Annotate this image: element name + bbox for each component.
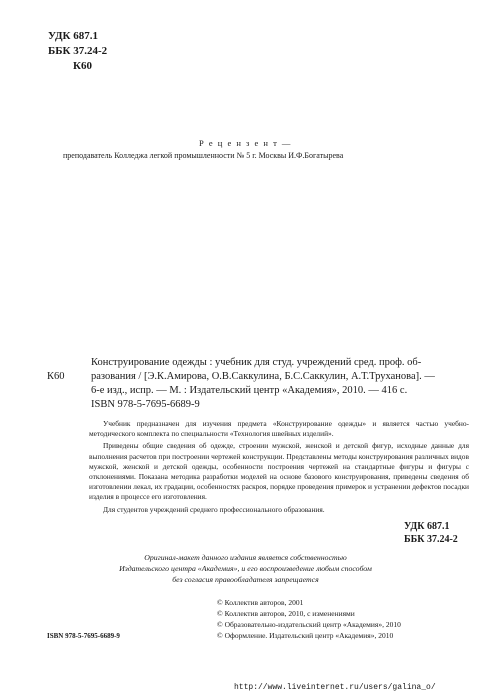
original-notice-line-3: без согласия правообладателя запрещается [172, 575, 319, 584]
footer-url: http://www.liveinternet.ru/users/galina_o/ [234, 683, 436, 692]
original-notice-line-1: Оригинал-макет данного издания является собственностью [144, 553, 347, 562]
annotation [89, 419, 469, 515]
biblio-line-3: 6-е изд., испр. — М. : Издательский центр «Академия», 2010. — 416 с. [91, 385, 408, 396]
copyright-line: © Коллектив авторов, 2010, с изменениями [217, 609, 355, 618]
isbn-bottom: ISBN 978-5-7695-6689-9 [47, 632, 120, 640]
original-notice-line-2: Издательского центра «Академия», и его воспроизведение любым способом [119, 564, 372, 573]
annotation-paragraph: Приведены общие сведения об одежде, строении мужской, женской и детской фигур, исходные данные для выполнения расчетов при построении чертежей конструкции. Представлены методы конструирования различных видов мужской, женской и детской одежды, особенности построения чертежей на стандартные фигуры и фигуры с отклонениями. Показана методика разработки моделей на основе базового конструирования, приведены сведения об изготовлении лекал, их градации, особенностях раскроя, порядке проведения примерок и устранении дефектов посадки изделия в процессе его изготовления. [89, 441, 469, 502]
biblio-line-1: Конструирование одежды : учебник для студ. учреждений сред. проф. об- [91, 357, 422, 368]
copyright-line: © Оформление. Издательский центр «Академия», 2010 [217, 631, 394, 640]
biblio-mark: К60 [47, 371, 65, 382]
udk-code: УДК 687.1 [48, 30, 99, 42]
right-bbk-code: ББК 37.24-2 [404, 534, 458, 545]
right-udk-code: УДК 687.1 [404, 521, 450, 532]
biblio-line-4: ISBN 978-5-7695-6689-9 [91, 399, 200, 410]
reviewer-text: преподаватель Колледжа легкой промышленности № 5 г. Москвы И.Ф.Богатырева [63, 151, 344, 160]
biblio-line-2: разования / [Э.К.Амирова, О.В.Саккулина, Б.С.Саккулин, А.Т.Труханова]. — [91, 371, 435, 382]
copyright-line: © Коллектив авторов, 2001 [217, 598, 304, 607]
reviewer-title: Р е ц е н з е н т — [199, 138, 292, 148]
annotation-paragraph: Учебник предназначен для изучения предмета «Конструирование одежды» и является частью учебно-методического комплекта по специальности «Технология швейных изделий». [89, 419, 469, 439]
copyright-line: © Образовательно-издательский центр «Академия», 2010 [217, 620, 401, 629]
annotation-paragraph: Для студентов учреждений среднего профессионального образования. [103, 504, 325, 514]
author-mark: К60 [73, 60, 92, 72]
bbk-code: ББК 37.24-2 [48, 45, 108, 57]
